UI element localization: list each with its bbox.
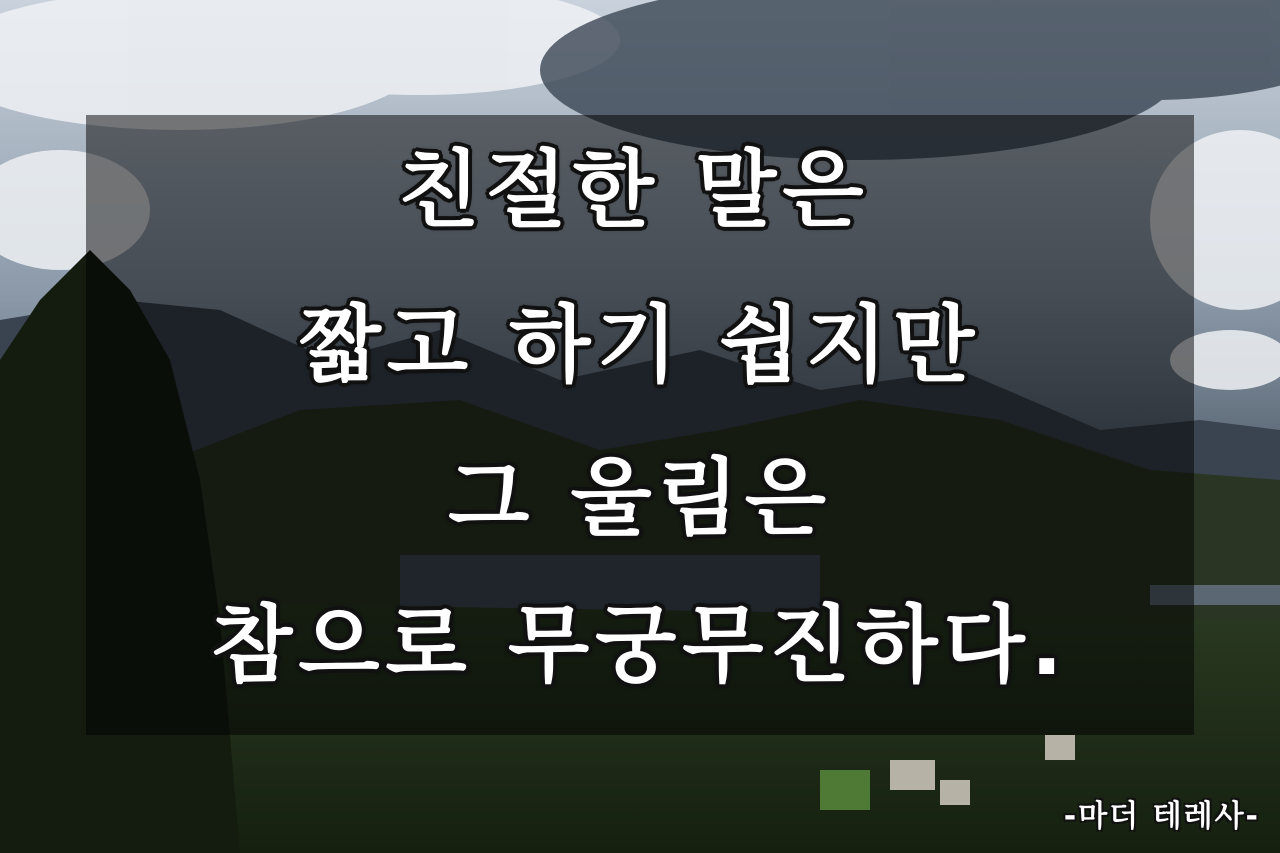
quote-line-2: 짧고 하기 쉽지만 [299, 296, 981, 394]
quote-line-1: 친절한 말은 [398, 141, 870, 239]
quote-line-3: 그 울림은 [448, 449, 832, 547]
quote-author: -마더 테레사- [1063, 799, 1260, 834]
meadow [820, 770, 870, 810]
quote-line-4: 참으로 무궁무진하다. [211, 596, 1069, 694]
